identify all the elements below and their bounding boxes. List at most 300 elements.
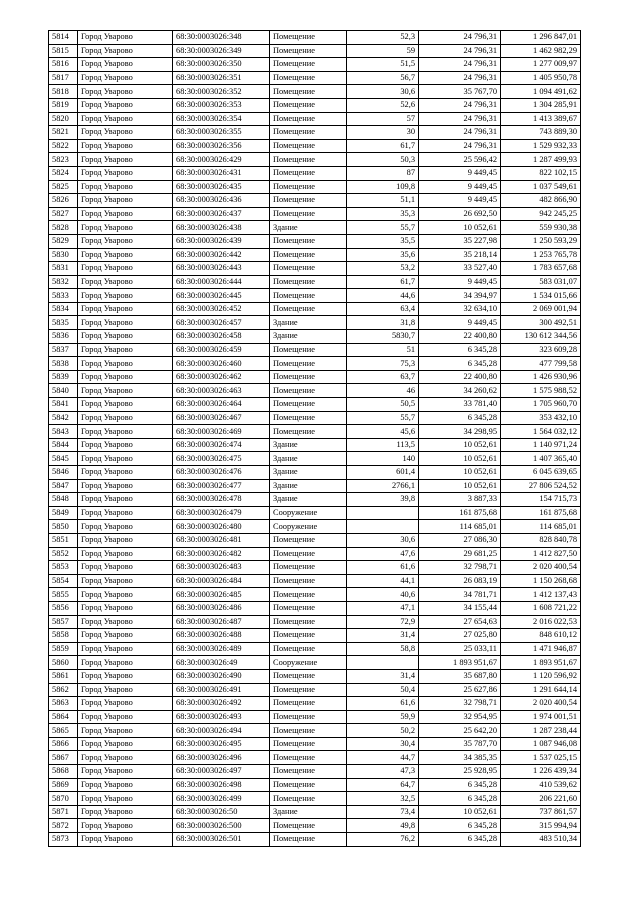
object-type-cell: Помещение — [270, 819, 347, 833]
locality-cell: Город Уварово — [78, 221, 173, 235]
area-cell: 58,8 — [347, 642, 419, 656]
row-number-cell: 5864 — [49, 710, 78, 724]
locality-cell: Город Уварово — [78, 207, 173, 221]
row-number-cell: 5819 — [49, 98, 78, 112]
locality-cell: Город Уварово — [78, 601, 173, 615]
cadastral-value-cell: 822 102,15 — [501, 166, 581, 180]
cadastral-number-cell: 68:30:0003026:500 — [173, 819, 270, 833]
table-row — [49, 398, 581, 412]
area-cell: 73,4 — [347, 805, 419, 819]
locality-cell: Город Уварово — [78, 520, 173, 534]
row-number-cell: 5826 — [49, 194, 78, 208]
specific-value-cell: 34 260,62 — [419, 384, 501, 398]
cadastral-value-cell: 743 889,30 — [501, 126, 581, 140]
cadastral-value-cell: 1 087 946,08 — [501, 737, 581, 751]
table-row — [49, 234, 581, 248]
specific-value-cell: 35 687,80 — [419, 669, 501, 683]
cadastral-number-cell: 68:30:0003026:478 — [173, 493, 270, 507]
cadastral-value-cell: 1 296 847,01 — [501, 31, 581, 45]
locality-cell: Город Уварово — [78, 343, 173, 357]
area-cell: 44,6 — [347, 289, 419, 303]
locality-cell: Город Уварово — [78, 642, 173, 656]
cadastral-value-cell: 27 806 524,52 — [501, 479, 581, 493]
area-cell: 50,2 — [347, 724, 419, 738]
locality-cell: Город Уварово — [78, 398, 173, 412]
cadastral-number-cell: 68:30:0003026:481 — [173, 533, 270, 547]
row-number-cell: 5868 — [49, 765, 78, 779]
locality-cell: Город Уварово — [78, 724, 173, 738]
specific-value-cell: 22 400,80 — [419, 370, 501, 384]
row-number-cell: 5816 — [49, 58, 78, 72]
table-row — [49, 547, 581, 561]
specific-value-cell: 9 449,45 — [419, 194, 501, 208]
specific-value-cell: 24 796,31 — [419, 71, 501, 85]
cadastral-value-cell: 1 608 721,22 — [501, 601, 581, 615]
table-row — [49, 615, 581, 629]
cadastral-number-cell: 68:30:0003026:445 — [173, 289, 270, 303]
area-cell: 30,4 — [347, 737, 419, 751]
table-row — [49, 330, 581, 344]
object-type-cell: Помещение — [270, 153, 347, 167]
row-number-cell: 5873 — [49, 833, 78, 847]
locality-cell: Город Уварово — [78, 588, 173, 602]
area-cell: 5830,7 — [347, 330, 419, 344]
area-cell: 47,3 — [347, 765, 419, 779]
table-row — [49, 493, 581, 507]
area-cell: 2766,1 — [347, 479, 419, 493]
row-number-cell: 5851 — [49, 533, 78, 547]
cadastral-value-cell: 1 575 988,52 — [501, 384, 581, 398]
table-row — [49, 751, 581, 765]
locality-cell: Город Уварово — [78, 180, 173, 194]
locality-cell: Город Уварово — [78, 697, 173, 711]
object-type-cell: Помещение — [270, 737, 347, 751]
row-number-cell: 5831 — [49, 262, 78, 276]
specific-value-cell: 34 781,71 — [419, 588, 501, 602]
locality-cell: Город Уварово — [78, 316, 173, 330]
object-type-cell: Помещение — [270, 126, 347, 140]
object-type-cell: Помещение — [270, 207, 347, 221]
table-row — [49, 805, 581, 819]
table-row — [49, 629, 581, 643]
locality-cell: Город Уварово — [78, 533, 173, 547]
object-type-cell: Помещение — [270, 275, 347, 289]
cadastral-value-cell: 1 412 137,43 — [501, 588, 581, 602]
specific-value-cell: 34 155,44 — [419, 601, 501, 615]
locality-cell: Город Уварово — [78, 833, 173, 847]
area-cell: 30,6 — [347, 85, 419, 99]
table-row — [49, 425, 581, 439]
cadastral-value-cell: 848 610,12 — [501, 629, 581, 643]
cadastral-number-cell: 68:30:0003026:501 — [173, 833, 270, 847]
locality-cell: Город Уварово — [78, 153, 173, 167]
object-type-cell: Помещение — [270, 384, 347, 398]
area-cell: 35,6 — [347, 248, 419, 262]
row-number-cell: 5817 — [49, 71, 78, 85]
row-number-cell: 5825 — [49, 180, 78, 194]
locality-cell: Город Уварово — [78, 683, 173, 697]
specific-value-cell: 29 681,25 — [419, 547, 501, 561]
row-number-cell: 5833 — [49, 289, 78, 303]
row-number-cell: 5820 — [49, 112, 78, 126]
object-type-cell: Помещение — [270, 792, 347, 806]
cadastral-number-cell: 68:30:0003026:487 — [173, 615, 270, 629]
area-cell — [347, 656, 419, 670]
cadastral-value-cell: 1 426 930,96 — [501, 370, 581, 384]
cadastral-number-cell: 68:30:0003026:493 — [173, 710, 270, 724]
area-cell: 44,1 — [347, 574, 419, 588]
table-row — [49, 656, 581, 670]
locality-cell: Город Уварово — [78, 629, 173, 643]
object-type-cell: Помещение — [270, 669, 347, 683]
cadastral-number-cell: 68:30:0003026:354 — [173, 112, 270, 126]
table-row — [49, 85, 581, 99]
cadastral-value-cell: 737 861,57 — [501, 805, 581, 819]
specific-value-cell: 9 449,45 — [419, 180, 501, 194]
cadastral-value-cell: 1 405 950,78 — [501, 71, 581, 85]
area-cell: 50,4 — [347, 683, 419, 697]
area-cell: 76,2 — [347, 833, 419, 847]
area-cell: 55,7 — [347, 411, 419, 425]
cadastral-number-cell: 68:30:0003026:475 — [173, 452, 270, 466]
cadastral-value-cell: 1 253 765,78 — [501, 248, 581, 262]
object-type-cell: Здание — [270, 805, 347, 819]
area-cell: 44,7 — [347, 751, 419, 765]
row-number-cell: 5839 — [49, 370, 78, 384]
table-row — [49, 792, 581, 806]
locality-cell: Город Уварово — [78, 126, 173, 140]
cadastral-number-cell: 68:30:0003026:463 — [173, 384, 270, 398]
row-number-cell: 5865 — [49, 724, 78, 738]
cadastral-number-cell: 68:30:0003026:348 — [173, 31, 270, 45]
object-type-cell: Помещение — [270, 561, 347, 575]
table-row — [49, 275, 581, 289]
table-row — [49, 737, 581, 751]
cadastral-number-cell: 68:30:0003026:490 — [173, 669, 270, 683]
locality-cell: Город Уварово — [78, 737, 173, 751]
row-number-cell: 5847 — [49, 479, 78, 493]
cadastral-value-cell: 1 226 439,34 — [501, 765, 581, 779]
cadastral-number-cell: 68:30:0003026:495 — [173, 737, 270, 751]
cadastral-value-cell: 1 783 657,68 — [501, 262, 581, 276]
cadastral-value-cell: 1 564 032,12 — [501, 425, 581, 439]
area-cell: 31,8 — [347, 316, 419, 330]
cadastral-number-cell: 68:30:0003026:50 — [173, 805, 270, 819]
cadastral-value-cell: 482 866,90 — [501, 194, 581, 208]
cadastral-value-cell: 1 094 491,62 — [501, 85, 581, 99]
row-number-cell: 5844 — [49, 438, 78, 452]
specific-value-cell: 161 875,68 — [419, 506, 501, 520]
cadastral-value-cell: 1 037 549,61 — [501, 180, 581, 194]
locality-cell: Город Уварово — [78, 411, 173, 425]
row-number-cell: 5854 — [49, 574, 78, 588]
object-type-cell: Здание — [270, 452, 347, 466]
cadastral-value-cell: 353 432,10 — [501, 411, 581, 425]
row-number-cell: 5850 — [49, 520, 78, 534]
locality-cell: Город Уварово — [78, 615, 173, 629]
table-row — [49, 778, 581, 792]
table-row — [49, 601, 581, 615]
object-type-cell: Здание — [270, 316, 347, 330]
locality-cell: Город Уварово — [78, 58, 173, 72]
locality-cell: Город Уварово — [78, 370, 173, 384]
object-type-cell: Помещение — [270, 833, 347, 847]
cadastral-number-cell: 68:30:0003026:452 — [173, 302, 270, 316]
area-cell: 31,4 — [347, 669, 419, 683]
locality-cell: Город Уварово — [78, 112, 173, 126]
area-cell: 51 — [347, 343, 419, 357]
cadastral-number-cell: 68:30:0003026:462 — [173, 370, 270, 384]
specific-value-cell: 35 218,14 — [419, 248, 501, 262]
specific-value-cell: 25 928,95 — [419, 765, 501, 779]
locality-cell: Город Уварово — [78, 357, 173, 371]
specific-value-cell: 114 685,01 — [419, 520, 501, 534]
specific-value-cell: 10 052,61 — [419, 479, 501, 493]
locality-cell: Город Уварово — [78, 85, 173, 99]
row-number-cell: 5846 — [49, 466, 78, 480]
cadastral-number-cell: 68:30:0003026:480 — [173, 520, 270, 534]
cadastral-value-cell: 942 245,25 — [501, 207, 581, 221]
specific-value-cell: 10 052,61 — [419, 466, 501, 480]
locality-cell: Город Уварово — [78, 330, 173, 344]
area-cell: 55,7 — [347, 221, 419, 235]
cadastral-number-cell: 68:30:0003026:494 — [173, 724, 270, 738]
locality-cell: Город Уварово — [78, 289, 173, 303]
locality-cell: Город Уварово — [78, 765, 173, 779]
row-number-cell: 5856 — [49, 601, 78, 615]
object-type-cell: Помещение — [270, 98, 347, 112]
row-number-cell: 5835 — [49, 316, 78, 330]
locality-cell: Город Уварово — [78, 805, 173, 819]
row-number-cell: 5855 — [49, 588, 78, 602]
row-number-cell: 5830 — [49, 248, 78, 262]
cadastral-value-cell: 1 287 238,44 — [501, 724, 581, 738]
specific-value-cell: 25 033,11 — [419, 642, 501, 656]
cadastral-number-cell: 68:30:0003026:485 — [173, 588, 270, 602]
area-cell: 35,3 — [347, 207, 419, 221]
locality-cell: Город Уварово — [78, 778, 173, 792]
row-number-cell: 5848 — [49, 493, 78, 507]
specific-value-cell: 6 345,28 — [419, 819, 501, 833]
specific-value-cell: 32 954,95 — [419, 710, 501, 724]
area-cell: 140 — [347, 452, 419, 466]
cadastral-number-cell: 68:30:0003026:349 — [173, 44, 270, 58]
table-row — [49, 31, 581, 45]
cadastral-number-cell: 68:30:0003026:474 — [173, 438, 270, 452]
cadastral-number-cell: 68:30:0003026:459 — [173, 343, 270, 357]
locality-cell: Город Уварово — [78, 262, 173, 276]
cadastral-value-cell: 1 534 015,66 — [501, 289, 581, 303]
locality-cell: Город Уварово — [78, 425, 173, 439]
area-cell: 56,7 — [347, 71, 419, 85]
cadastral-number-cell: 68:30:0003026:429 — [173, 153, 270, 167]
specific-value-cell: 24 796,31 — [419, 98, 501, 112]
specific-value-cell: 6 345,28 — [419, 357, 501, 371]
object-type-cell: Помещение — [270, 248, 347, 262]
area-cell: 75,3 — [347, 357, 419, 371]
area-cell: 32,5 — [347, 792, 419, 806]
locality-cell: Город Уварово — [78, 302, 173, 316]
specific-value-cell: 24 796,31 — [419, 31, 501, 45]
cadastral-value-cell: 477 799,58 — [501, 357, 581, 371]
cadastral-number-cell: 68:30:0003026:457 — [173, 316, 270, 330]
cadastral-number-cell: 68:30:0003026:464 — [173, 398, 270, 412]
area-cell: 40,6 — [347, 588, 419, 602]
cadastral-value-cell: 1 529 932,33 — [501, 139, 581, 153]
area-cell: 50,3 — [347, 153, 419, 167]
specific-value-cell: 24 796,31 — [419, 126, 501, 140]
specific-value-cell: 34 394,97 — [419, 289, 501, 303]
cadastral-number-cell: 68:30:0003026:488 — [173, 629, 270, 643]
area-cell: 47,6 — [347, 547, 419, 561]
area-cell: 50,5 — [347, 398, 419, 412]
table-row — [49, 153, 581, 167]
cadastral-number-cell: 68:30:0003026:489 — [173, 642, 270, 656]
cadastral-value-cell: 1 537 025,15 — [501, 751, 581, 765]
object-type-cell: Здание — [270, 221, 347, 235]
object-type-cell: Помещение — [270, 289, 347, 303]
area-cell: 87 — [347, 166, 419, 180]
row-number-cell: 5869 — [49, 778, 78, 792]
specific-value-cell: 22 400,80 — [419, 330, 501, 344]
object-type-cell: Помещение — [270, 642, 347, 656]
object-type-cell: Помещение — [270, 724, 347, 738]
cadastral-number-cell: 68:30:0003026:476 — [173, 466, 270, 480]
object-type-cell: Здание — [270, 493, 347, 507]
row-number-cell: 5815 — [49, 44, 78, 58]
locality-cell: Город Уварово — [78, 493, 173, 507]
cadastral-value-cell: 315 994,94 — [501, 819, 581, 833]
row-number-cell: 5829 — [49, 234, 78, 248]
cadastral-value-cell: 2 069 001,94 — [501, 302, 581, 316]
table-row — [49, 384, 581, 398]
table-row — [49, 58, 581, 72]
cadastral-number-cell: 68:30:0003026:486 — [173, 601, 270, 615]
area-cell: 39,8 — [347, 493, 419, 507]
object-type-cell: Помещение — [270, 180, 347, 194]
cadastral-value-cell: 1 893 951,67 — [501, 656, 581, 670]
table-row — [49, 207, 581, 221]
area-cell: 59 — [347, 44, 419, 58]
cadastral-value-cell: 1 250 593,29 — [501, 234, 581, 248]
cadastral-value-cell: 1 277 009,97 — [501, 58, 581, 72]
object-type-cell: Помещение — [270, 601, 347, 615]
specific-value-cell: 33 781,40 — [419, 398, 501, 412]
object-type-cell: Сооружение — [270, 506, 347, 520]
table-row — [49, 71, 581, 85]
locality-cell: Город Уварово — [78, 275, 173, 289]
specific-value-cell: 25 627,86 — [419, 683, 501, 697]
cadastral-value-cell: 206 221,60 — [501, 792, 581, 806]
cadastral-value-cell: 583 031,07 — [501, 275, 581, 289]
locality-cell: Город Уварово — [78, 44, 173, 58]
specific-value-cell: 24 796,31 — [419, 139, 501, 153]
cadastral-number-cell: 68:30:0003026:484 — [173, 574, 270, 588]
document-sheet — [48, 30, 581, 847]
row-number-cell: 5837 — [49, 343, 78, 357]
cadastral-number-cell: 68:30:0003026:439 — [173, 234, 270, 248]
object-type-cell: Помещение — [270, 533, 347, 547]
locality-cell: Город Уварово — [78, 669, 173, 683]
cadastral-number-cell: 68:30:0003026:498 — [173, 778, 270, 792]
area-cell — [347, 506, 419, 520]
cadastral-value-cell: 1 140 971,24 — [501, 438, 581, 452]
cadastral-value-cell: 410 539,62 — [501, 778, 581, 792]
table-row — [49, 669, 581, 683]
object-type-cell: Помещение — [270, 588, 347, 602]
table-row — [49, 574, 581, 588]
table-row — [49, 506, 581, 520]
cadastral-number-cell: 68:30:0003026:438 — [173, 221, 270, 235]
cadastral-value-cell: 559 930,38 — [501, 221, 581, 235]
cadastral-number-cell: 68:30:0003026:492 — [173, 697, 270, 711]
table-row — [49, 520, 581, 534]
locality-cell: Город Уварово — [78, 466, 173, 480]
cadastral-number-cell: 68:30:0003026:436 — [173, 194, 270, 208]
specific-value-cell: 1 893 951,67 — [419, 656, 501, 670]
cadastral-number-cell: 68:30:0003026:435 — [173, 180, 270, 194]
specific-value-cell: 6 345,28 — [419, 343, 501, 357]
area-cell: 109,8 — [347, 180, 419, 194]
cadastral-value-cell: 130 612 344,56 — [501, 330, 581, 344]
table-row — [49, 221, 581, 235]
row-number-cell: 5862 — [49, 683, 78, 697]
table-row — [49, 44, 581, 58]
cadastral-value-cell: 1 974 001,51 — [501, 710, 581, 724]
locality-cell: Город Уварово — [78, 438, 173, 452]
object-type-cell: Помещение — [270, 697, 347, 711]
cadastral-value-table — [48, 30, 581, 847]
area-cell: 52,6 — [347, 98, 419, 112]
table-body — [49, 31, 581, 847]
area-cell: 63,4 — [347, 302, 419, 316]
table-row — [49, 98, 581, 112]
row-number-cell: 5853 — [49, 561, 78, 575]
object-type-cell: Помещение — [270, 262, 347, 276]
locality-cell: Город Уварово — [78, 656, 173, 670]
table-row — [49, 302, 581, 316]
area-cell: 61,6 — [347, 561, 419, 575]
cadastral-number-cell: 68:30:0003026:499 — [173, 792, 270, 806]
area-cell: 53,2 — [347, 262, 419, 276]
table-row — [49, 724, 581, 738]
specific-value-cell: 6 345,28 — [419, 411, 501, 425]
table-row — [49, 466, 581, 480]
cadastral-number-cell: 68:30:0003026:49 — [173, 656, 270, 670]
locality-cell: Город Уварово — [78, 98, 173, 112]
cadastral-value-cell: 1 471 946,87 — [501, 642, 581, 656]
specific-value-cell: 6 345,28 — [419, 833, 501, 847]
locality-cell: Город Уварово — [78, 234, 173, 248]
table-row — [49, 765, 581, 779]
object-type-cell: Помещение — [270, 302, 347, 316]
row-number-cell: 5836 — [49, 330, 78, 344]
cadastral-number-cell: 68:30:0003026:351 — [173, 71, 270, 85]
table-row — [49, 697, 581, 711]
object-type-cell: Помещение — [270, 194, 347, 208]
area-cell: 113,5 — [347, 438, 419, 452]
row-number-cell: 5823 — [49, 153, 78, 167]
cadastral-value-cell: 161 875,68 — [501, 506, 581, 520]
cadastral-value-cell: 6 045 639,65 — [501, 466, 581, 480]
specific-value-cell: 10 052,61 — [419, 452, 501, 466]
cadastral-number-cell: 68:30:0003026:444 — [173, 275, 270, 289]
specific-value-cell: 6 345,28 — [419, 778, 501, 792]
locality-cell: Город Уварово — [78, 31, 173, 45]
cadastral-value-cell: 1 150 268,68 — [501, 574, 581, 588]
area-cell: 49,8 — [347, 819, 419, 833]
cadastral-value-cell: 1 287 499,93 — [501, 153, 581, 167]
